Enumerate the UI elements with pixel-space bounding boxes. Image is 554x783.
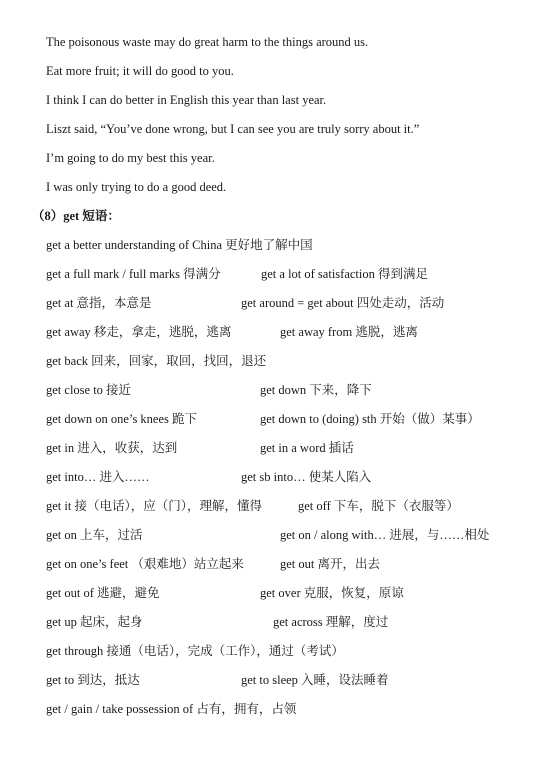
phrase-row: [46, 556, 380, 572]
phrase-left: get it 接（电话），应（门），理解，懂得: [46, 499, 262, 513]
phrase-left: get up 起床，起身: [46, 615, 143, 629]
phrase-right: get down 下来，降下: [260, 383, 372, 397]
sentence-line: I think I can do better in English this year than last year.: [46, 93, 327, 107]
phrase-right: get to sleep 入睡，设法睡着: [241, 673, 389, 687]
phrase-left: get out of 逃避，避免: [46, 586, 160, 600]
phrase-left: get a full mark / full marks 得满分: [46, 267, 221, 281]
phrase-row: [46, 353, 266, 369]
phrase-left: get back 回来，回家，取回，找回，退还: [46, 354, 267, 368]
phrase-row: [46, 585, 404, 601]
phrase-right: get down to (doing) sth 开始（做）某事）: [260, 412, 480, 426]
phrase-right: get sb into… 使某人陷入: [241, 470, 372, 484]
phrase-row: [46, 469, 371, 485]
phrase-row: [46, 672, 389, 688]
phrase-left: get down on one’s knees 跪下: [46, 412, 198, 426]
phrase-right: get a lot of satisfaction 得到满足: [261, 267, 428, 281]
phrase-left: get away 移走，拿走，逃脱，逃离: [46, 325, 232, 339]
phrase-row: [46, 382, 372, 398]
phrase-row: [46, 614, 388, 630]
phrase-left: get through 接通（电话），完成（工作），通过（考试）: [46, 644, 344, 658]
phrase-right: get in a word 插话: [260, 441, 354, 455]
phrase-row: [46, 411, 480, 427]
phrase-row: [46, 498, 459, 514]
sentence-line: Eat more fruit; it will do good to you.: [46, 64, 234, 78]
phrase-row: [46, 440, 354, 456]
phrase-left: get into… 进入……: [46, 470, 150, 484]
section-heading: （8）get 短语：: [32, 209, 120, 223]
phrase-left: get on 上车，过活: [46, 528, 143, 542]
phrase-right: get across 理解，度过: [273, 615, 389, 629]
sentence-line: The poisonous waste may do great harm to the things around us.: [46, 35, 369, 49]
phrase-row: [46, 701, 296, 717]
phrase-right: get out 离开，出去: [280, 557, 380, 571]
sentence-line: Liszt said, “You’ve done wrong, but I can see you are truly sorry about it.”: [46, 122, 420, 136]
phrase-right: get around = get about 四处走动，活动: [241, 296, 445, 310]
phrase-left: get close to 接近: [46, 383, 132, 397]
phrase-row: [46, 643, 344, 659]
sentence-line: I’m going to do my best this year.: [46, 151, 215, 165]
phrase-right: get away from 逃脱，逃离: [280, 325, 418, 339]
phrase-row: [46, 324, 418, 340]
phrase-left: get / gain / take possession of 占有，拥有，占领: [46, 702, 297, 716]
phrase-right: get off 下车，脱下（衣服等）: [298, 499, 459, 513]
phrase-row: [46, 266, 428, 282]
phrase-left: get on one’s feet （艰难地）站立起来: [46, 557, 244, 571]
phrase-row: [46, 527, 489, 543]
phrase-left: get in 进入，收获，达到: [46, 441, 178, 455]
phrase-row: [46, 295, 444, 311]
phrase-left: get a better understanding of China 更好地了解中国: [46, 238, 313, 252]
phrase-left: get at 意指，本意是: [46, 296, 152, 310]
phrase-row: [46, 237, 313, 253]
phrase-right: get on / along with… 进展，与……相处: [280, 528, 490, 542]
sentence-line: I was only trying to do a good deed.: [46, 180, 227, 194]
phrase-right: get over 克服，恢复，原谅: [260, 586, 404, 600]
phrase-left: get to 到达，抵达: [46, 673, 140, 687]
